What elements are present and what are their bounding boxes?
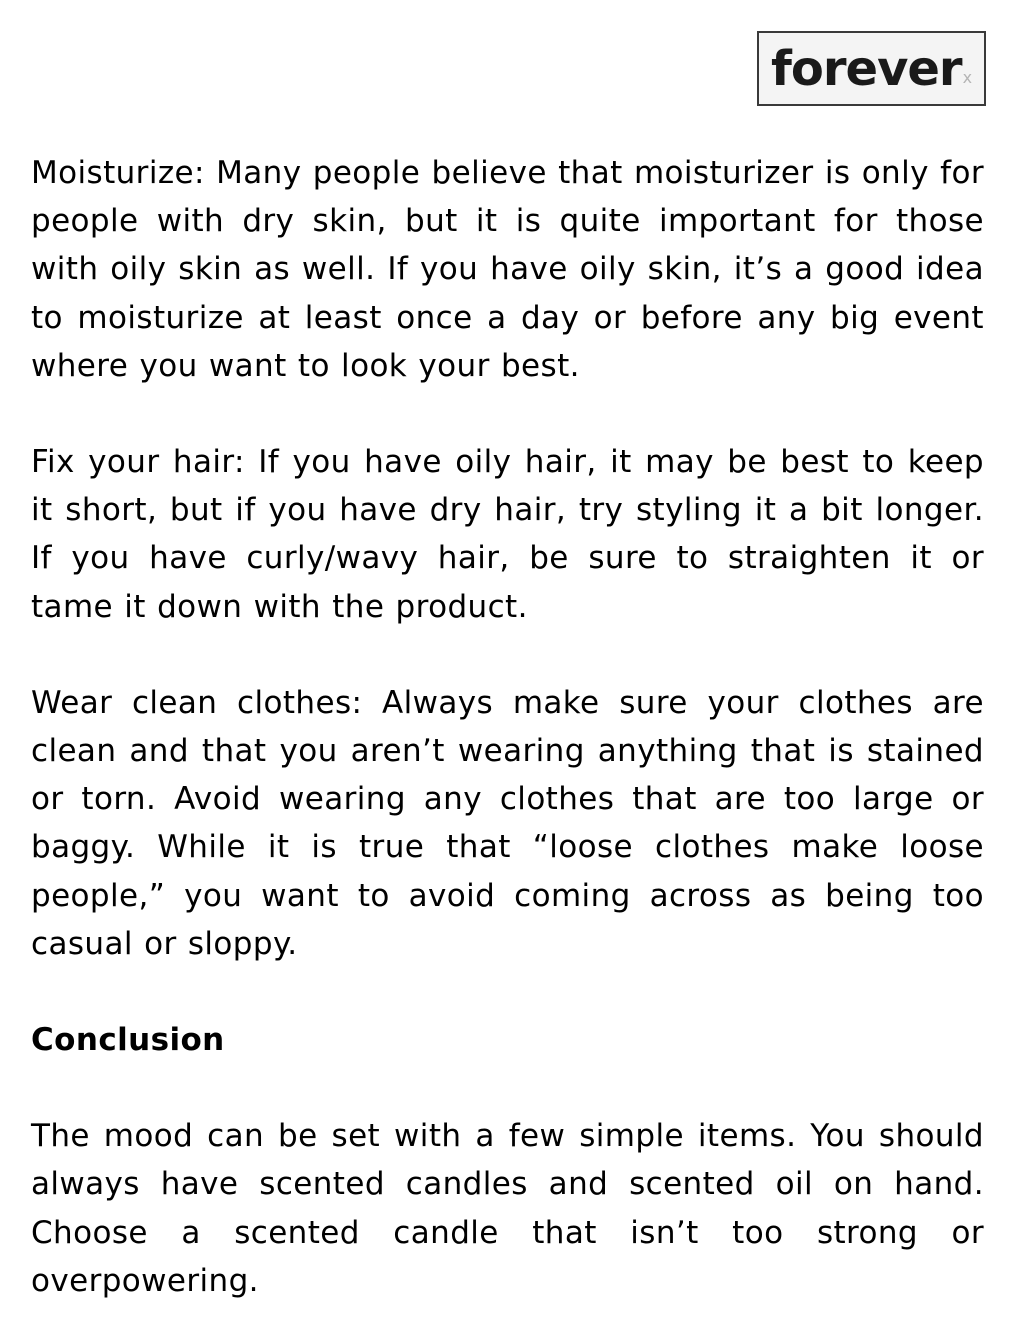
paragraph-fix-hair: Fix your hair: If you have oily hair, it may be best to keep it short, but if you have dry hair, try styling it a bit longer. If you have curly/wavy hair, be sure to straighten it or tame it down with the product.: [31, 444, 984, 625]
paragraph-clean-clothes: Wear clean clothes: Always make sure your clothes are clean and that you aren’t wearing anything that is stained or torn. Avoid wearing any clothes that are too large or baggy. While it is true that “loose clothes make loose people,” you want to avoid coming across as being too casual or sloppy.: [31, 684, 984, 962]
paragraph-spacer: [31, 631, 984, 679]
paragraph-conclusion: The mood can be set with a few simple items. You should always have scented candles and scented oil on hand. Choose a scented candle that isn’t too strong or overpowering.: [31, 1118, 984, 1299]
paragraph-moisturize: Moisturize: Many people believe that moisturizer is only for people with dry skin, but it is quite important for those with oily skin as well. If you have oily skin, it’s a good idea to moisturize at least once a day or before any big event where you want to look your best.: [31, 155, 984, 384]
paragraph-spacer: [31, 968, 984, 1016]
conclusion-heading: Conclusion: [31, 1022, 225, 1059]
article-body: [31, 149, 984, 1305]
logo-mark: x: [962, 68, 973, 87]
logo-wordmark: forever: [771, 40, 962, 97]
brand-logo: [757, 31, 986, 106]
paragraph-spacer: [31, 390, 984, 438]
paragraph-spacer: [31, 1064, 984, 1112]
